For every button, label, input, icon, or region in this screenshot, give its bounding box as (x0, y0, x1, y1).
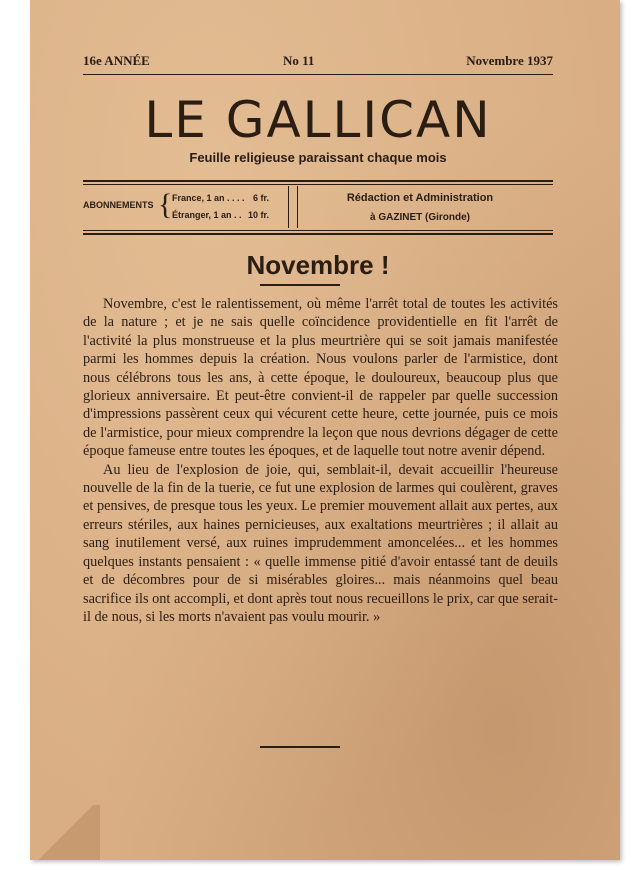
box-bottom-rule-thin (83, 230, 553, 231)
top-rule (83, 74, 553, 75)
office-address: à GAZINET (Gironde) (370, 212, 470, 223)
issue-number: No 11 (283, 53, 315, 68)
subscriptions-label: ABONNEMENTS (83, 200, 154, 210)
foreign-label: Étranger, 1 an . . (172, 210, 242, 220)
issue-date: Novembre 1937 (466, 53, 553, 68)
newspaper-page (30, 0, 620, 860)
france-price: 6 fr. (253, 193, 270, 203)
box-bottom-rule (83, 233, 553, 235)
paragraph-1: Novembre, c'est le ralentissement, où même l'arrêt total de toutes les activités de la nature ; et je ne sais quelle coïncidence providentielle en fit l'arrêt de l'activité la plus monstrueuse et la plus meurtrière qui se soit jamais manifestée parmi les hommes depuis la création. Nous voulons parler de l'armistice, dont nous célébrons tous les ans, à cette époque, le douloureux, beaucoup plus que glorieux anniversaire. Et peut-être convient-il de rappeler par quelle succession d'impressions passèrent ceux qui vécurent cette heure, cette journée, puis ce mois de l'armistice, pour mieux comprendre la leçon que nous devrions dégager de cette époque fameuse entre toutes les époques, et de laquelle tout notre avenir dépend. (83, 296, 558, 460)
box-top-rule-thin (83, 184, 553, 185)
issue-info-line (83, 53, 553, 73)
masthead-title: LE GALLICAN (144, 91, 492, 149)
end-rule (260, 746, 340, 748)
brace-icon: { (158, 188, 173, 221)
folded-corner (30, 805, 100, 860)
headline-rule (260, 284, 340, 286)
france-label: France, 1 an . . . . (172, 193, 245, 203)
article-body (83, 295, 558, 626)
article-headline: Novembre ! (246, 250, 390, 280)
masthead-subtitle: Feuille religieuse paraissant chaque mois (189, 150, 447, 165)
office-title: Rédaction et Administration (346, 192, 494, 204)
divider-ornament (288, 186, 298, 228)
paragraph-2: Au lieu de l'explosion de joie, qui, semblait-il, devait accueillir l'heureuse nouvelle de la fin de la tuerie, ce fut une explosion de larmes qui coulèrent, graves et pensives, de presque tous les yeux. Le premier mouvement allait aux pertes, aux erreurs stériles, aux haines pernicieuses, aux exaltations meurtrières ; il allait au sang inutilement versé, aux ruines imprudemment amoncelées... et les hommes quelques instants pensaient : « quelle immense pitié d'avoir entassé tant de deuils et de décombres pour de si misérables gloires... mais néanmoins quel beau sacrifice ils ont accompli, et dont après tout nous recueillons le prix, car que serait-il de nous, si les morts n'avaient pas voulu mourir. » (83, 461, 558, 625)
foreign-price: 10 fr. (248, 210, 270, 220)
year-label: 16e ANNÉE (83, 53, 150, 68)
box-top-rule (83, 180, 553, 182)
